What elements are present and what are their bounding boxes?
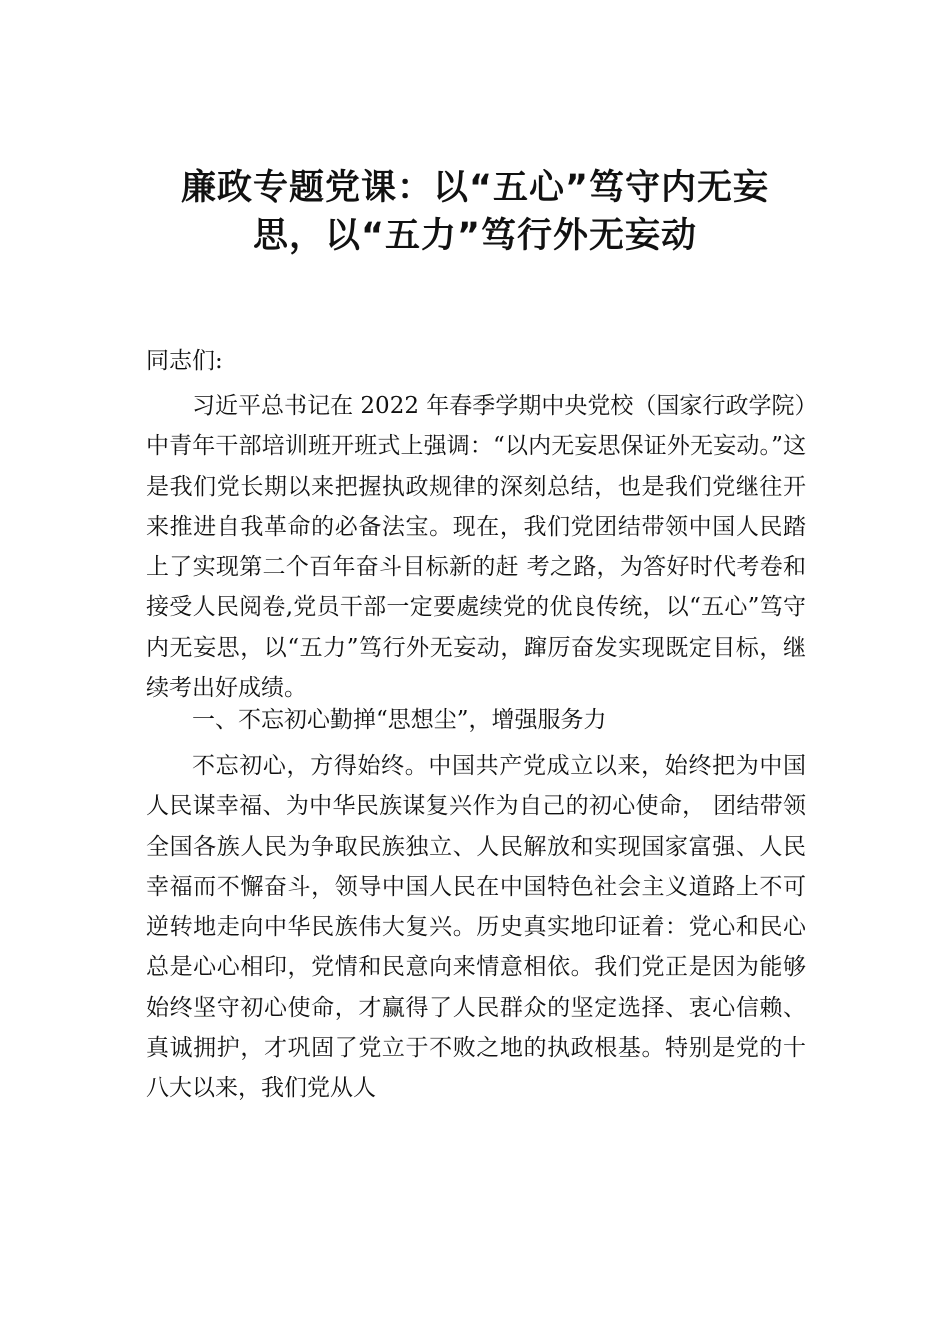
- document-title-line-1: 廉政专题党课：以“五心”笃守内无妄: [180, 168, 769, 208]
- paragraph-1: 习近平总书记在 2022 年春季学期中央党校（国家行政学院）中青年干部培训班开班式上强调：“以内无妄思保证外无妄动。”这是我们党长期以来把握执政规律的深刻总结，也是我们党继往开来推进自我革命的必备法宝。现在，我们党团结带领中国人民踏上了实现第二个百年奋斗目标新的赶 考之路，为答好时代考卷和接受人民阅卷,党员干部一定要處续党的优良传统，以“五心”笃守内无妄思，以“五力”笃行外无妄动，蹿厉奋发实现既定目标，继续考出好成绩。: [146, 393, 806, 702]
- paragraph-2: 不忘初心，方得始终。中国共产党成立以来，始终把为中国人民谋幸福、为中华民族谋复兴作为自己的初心使命， 团结带领全国各族人民为争取民族独立、人民解放和实现国家富强、人民幸福而不懈奋斗，领导中国人民在中国特色社会主义道路上不可逆转地走向中华民族伟大复兴。历史真实地印证着：党心和民心总是心心相印，党情和民意向来情意相依。我们党正是因为能够始终坚守初心使命，才赢得了人民群众的坚定选择、衷心信赖、真诚拥护，才巩固了党立于不败之地的执政根基。特别是党的十八大以来，我们党从人: [146, 753, 806, 1102]
- document-title-line-2: 思，以“五力”笃行外无妄动: [252, 216, 697, 256]
- section-heading-1: 一、不忘初心勤掸“思想尘”，增强服务力: [192, 707, 607, 733]
- salutation: 同志们:: [146, 348, 223, 374]
